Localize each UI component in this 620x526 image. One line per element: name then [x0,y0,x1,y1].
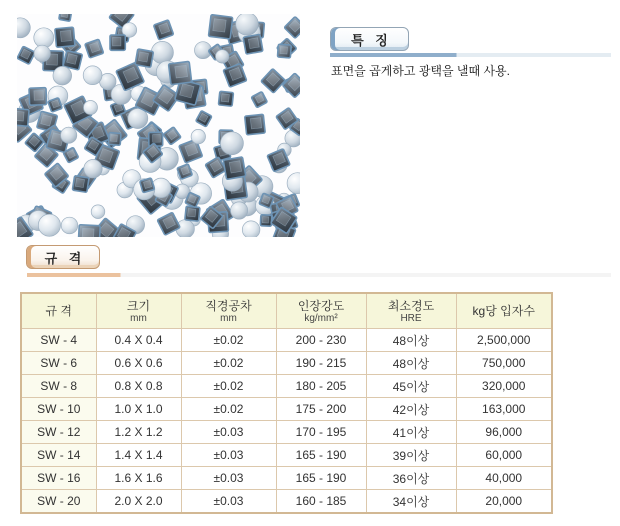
table-cell: ±0.02 [181,329,276,352]
feature-section-button[interactable] [330,27,409,51]
table-cell: 48이상 [366,352,456,375]
table-cell: 96,000 [456,421,552,444]
table-cell: 165 - 190 [276,444,366,467]
table-cell: 42이상 [366,398,456,421]
table-cell: ±0.02 [181,352,276,375]
table-cell: 165 - 190 [276,467,366,490]
table-cell: 175 - 200 [276,398,366,421]
table-cell: 160 - 185 [276,490,366,514]
table-cell: SW - 20 [21,490,96,514]
table-cell: 0.4 X 0.4 [96,329,181,352]
table-cell: 1.6 X 1.6 [96,467,181,490]
spec-table-header [21,293,552,329]
table-cell: 1.0 X 1.0 [96,398,181,421]
table-cell: 200 - 230 [276,329,366,352]
table-row [21,375,552,398]
table-cell: ±0.03 [181,490,276,514]
column-header: kg당 입자수 [456,293,552,329]
column-header: 최소경도 HRE [366,293,456,329]
table-cell: 190 - 215 [276,352,366,375]
column-header: 인장강도 kg/mm² [276,293,366,329]
table-cell: ±0.02 [181,375,276,398]
table-cell: SW - 8 [21,375,96,398]
table-row [21,421,552,444]
table-row [21,352,552,375]
spec-section-label: 규 격 [44,250,86,266]
table-cell: 20,000 [456,490,552,514]
table-cell: SW - 14 [21,444,96,467]
table-cell: 0.8 X 0.8 [96,375,181,398]
table-cell: 36이상 [366,467,456,490]
table-cell: 2,500,000 [456,329,552,352]
table-cell: 2.0 X 2.0 [96,490,181,514]
table-cell: SW - 12 [21,421,96,444]
table-cell: 40,000 [456,467,552,490]
table-cell: 163,000 [456,398,552,421]
table-cell: 750,000 [456,352,552,375]
column-header: 규 격 [21,293,96,329]
table-cell: 39이상 [366,444,456,467]
table-row [21,444,552,467]
table-cell: SW - 16 [21,467,96,490]
table-cell: ±0.03 [181,421,276,444]
table-cell: ±0.03 [181,444,276,467]
table-cell: 1.2 X 1.2 [96,421,181,444]
table-cell: 170 - 195 [276,421,366,444]
feature-description: 표면을 곱게하고 광택을 낼때 사용. [331,64,510,78]
table-cell: ±0.02 [181,398,276,421]
feature-underline [330,53,611,57]
column-header: 크기 mm [96,293,181,329]
spec-section-button[interactable] [26,245,100,269]
table-cell: 34이상 [366,490,456,514]
spec-table-body [21,329,552,514]
table-cell: 320,000 [456,375,552,398]
table-cell: 180 - 205 [276,375,366,398]
feature-section-label: 특 징 [351,32,392,48]
table-cell: SW - 6 [21,352,96,375]
table-cell: SW - 4 [21,329,96,352]
product-photo [17,14,300,237]
column-header: 직경공차 mm [181,293,276,329]
table-row [21,467,552,490]
table-row [21,329,552,352]
table-cell: 45이상 [366,375,456,398]
spec-underline [27,273,611,277]
table-cell: 41이상 [366,421,456,444]
table-cell: 0.6 X 0.6 [96,352,181,375]
table-row [21,490,552,514]
table-cell: 60,000 [456,444,552,467]
table-cell: 48이상 [366,329,456,352]
table-cell: SW - 10 [21,398,96,421]
table-cell: 1.4 X 1.4 [96,444,181,467]
table-row [21,398,552,421]
table-cell: ±0.03 [181,467,276,490]
spec-table [20,292,553,514]
